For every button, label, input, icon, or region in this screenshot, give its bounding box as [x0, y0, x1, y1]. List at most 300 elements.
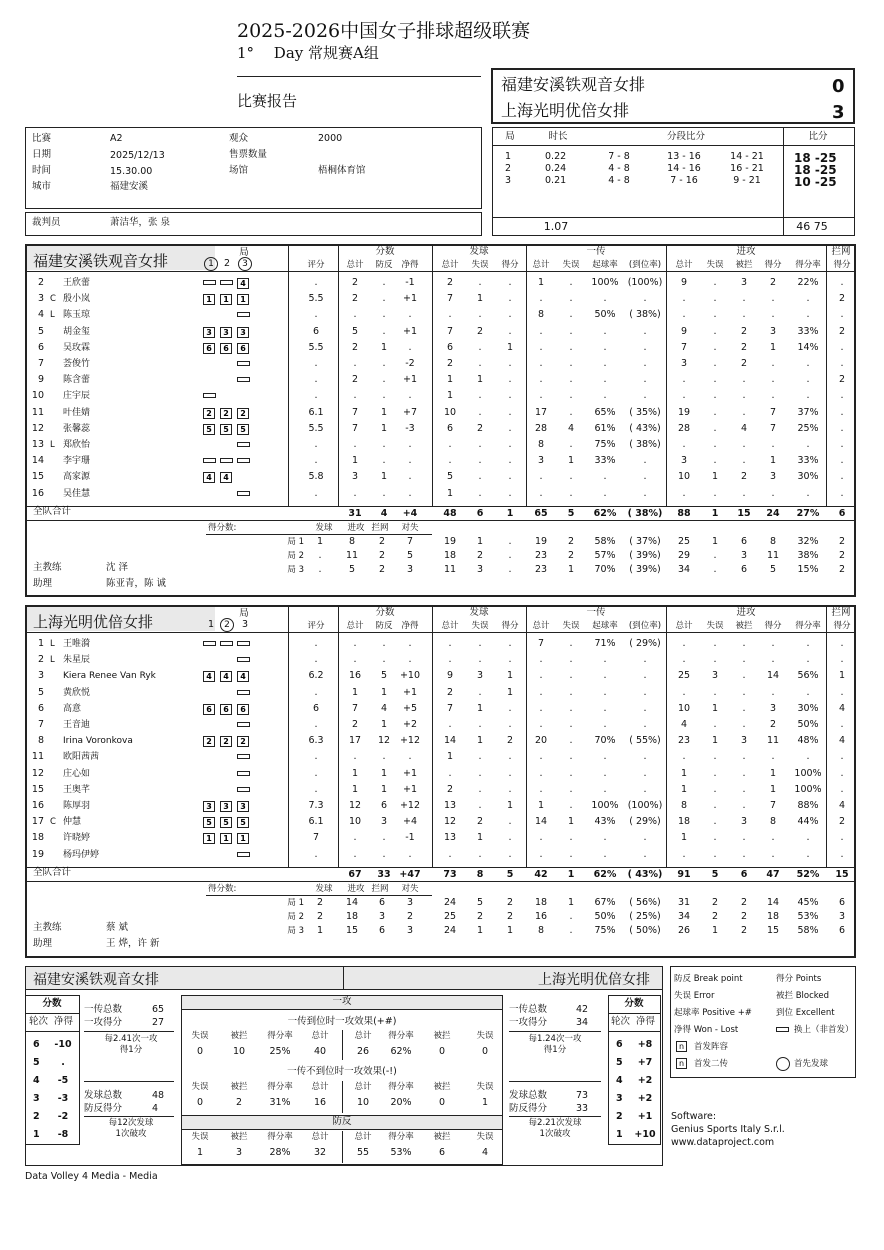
away-stat-cell: 14 — [766, 670, 780, 681]
away-stat-cell: 3 — [711, 670, 719, 681]
home-group-points: 分数 — [375, 246, 395, 257]
set-row-duration: 0.24 — [545, 163, 567, 174]
away-stat-cell: 6.1 — [308, 816, 324, 827]
home-subheader: 总计 — [346, 260, 364, 270]
home-stat-cell: . — [508, 455, 512, 466]
center-col-header: 总计 — [354, 1132, 372, 1142]
away-rot-net: +7 — [637, 1057, 653, 1068]
home-set-cell: 5 — [769, 564, 777, 575]
home-stat-cell: . — [840, 342, 844, 353]
set-row-partial-1: 4 - 8 — [608, 175, 630, 186]
home-net-label: 净得 — [54, 1016, 74, 1027]
home-stat-cell: 28 — [677, 423, 691, 434]
away-subheader: 得分 — [501, 621, 519, 631]
away-stat-cell: . — [539, 719, 543, 730]
set-row-duration: 0.22 — [545, 151, 567, 162]
home-subheader: 失误 — [471, 260, 489, 270]
home-stat-cell: . — [713, 423, 717, 434]
home-stat-cell: . — [713, 374, 717, 385]
away-stat-cell: . — [742, 703, 746, 714]
home-stat-cell: 33% — [797, 326, 819, 337]
center-col-header: 总计 — [354, 1031, 372, 1041]
home-stat-cell: . — [771, 374, 775, 385]
home-rot-net: . — [61, 1057, 65, 1068]
starter-icon: n — [676, 1041, 687, 1052]
home-stat-cell: . — [569, 488, 573, 499]
home-stat-cell: . — [713, 390, 717, 401]
starting-position: 3 — [220, 801, 232, 812]
away-set-cell: 34 — [677, 911, 691, 922]
away-stat-cell: . — [508, 816, 512, 827]
away-stat-cell: . — [840, 654, 844, 665]
home-set-cell: 38% — [797, 550, 819, 561]
away-set-cell: 18 — [766, 911, 780, 922]
away-set-cell: 2 — [406, 911, 414, 922]
away-stat-cell: 14 — [443, 735, 457, 746]
away-stat-cell: . — [806, 832, 810, 843]
home-player-number: 11 — [31, 407, 44, 418]
home-stat-cell: . — [643, 390, 647, 401]
home-player-name: 叶佳婧 — [63, 408, 91, 418]
away-stat-cell: (100%) — [627, 800, 663, 811]
home-stat-cell: . — [840, 423, 844, 434]
away-stat-cell: 20 — [534, 735, 548, 746]
away-stat-cell: +10 — [399, 670, 421, 681]
away-stat-cell: . — [382, 832, 386, 843]
home-subheader: 起球率 — [592, 260, 618, 270]
starting-position: 4 — [203, 671, 215, 682]
away-stat-cell: ( 29%) — [629, 816, 661, 827]
home-stat-cell: 2 — [740, 342, 748, 353]
home-subheader: 失误 — [562, 260, 580, 270]
substitute-mark — [237, 312, 250, 317]
home-rot-label: 轮次 — [29, 1016, 49, 1027]
away-stat-cell: +1 — [402, 687, 418, 698]
home-set-cell: 5 — [348, 564, 356, 575]
home-stat-cell: . — [382, 326, 386, 337]
home-stat-cell: . — [478, 390, 482, 401]
home-stat-cell: . — [353, 358, 357, 369]
home-pts-header: 对失 — [401, 523, 419, 533]
home-stat-cell: . — [478, 277, 482, 288]
center-perfect-cell: 40 — [313, 1046, 327, 1057]
sets-header-partials: 分段比分 — [666, 131, 706, 142]
away-stat-cell: . — [508, 784, 512, 795]
center-col-header: 得分率 — [388, 1082, 414, 1092]
away-stat-cell: . — [742, 654, 746, 665]
starting-position: 2 — [220, 408, 232, 419]
center-transition-cell: 28% — [269, 1147, 291, 1158]
home-player-number: 14 — [31, 455, 44, 466]
referees: 萧洁华，张 泉 — [110, 217, 171, 228]
away-subheader: 总计 — [532, 621, 550, 631]
substitute-mark — [220, 641, 233, 646]
home-stat-cell: 7 — [351, 407, 359, 418]
away-stat-cell: . — [643, 768, 647, 779]
home-set-cell: 32% — [797, 536, 819, 547]
center-perfect-cell: 0 — [481, 1046, 489, 1057]
away-stat-cell: . — [539, 832, 543, 843]
away-stat-cell: 7 — [351, 703, 359, 714]
away-stat-cell: . — [603, 687, 607, 698]
home-total-cell: 88 — [677, 508, 691, 519]
home-player-number: 3 — [37, 293, 44, 304]
home-subheader: 评分 — [307, 260, 325, 270]
first-serve-icon — [776, 1057, 790, 1071]
set-row-duration: 0.21 — [545, 175, 567, 186]
home-stat-cell: . — [806, 374, 810, 385]
away-player-name: 黄欣悦 — [63, 688, 91, 698]
home-set-cell: 2 — [838, 550, 846, 561]
substitute-mark — [237, 852, 250, 857]
home-stat-cell: 33% — [797, 455, 819, 466]
home-player-role: L — [50, 310, 55, 320]
home-set-cell: 2 — [567, 550, 575, 561]
away-stat-cell: . — [713, 719, 717, 730]
center-col-header: 被拦 — [433, 1132, 451, 1142]
home-stat-cell: . — [742, 439, 746, 450]
away-stat-cell: . — [643, 687, 647, 698]
away-stat-cell: 2 — [351, 719, 359, 730]
footer-text: Data Volley 4 Media - Media — [25, 1171, 158, 1182]
away-sv-total-label: 发球总数 — [509, 1090, 548, 1101]
away-stat-cell: 5 — [380, 670, 388, 681]
starting-position: 6 — [220, 704, 232, 715]
substitute-mark — [237, 787, 250, 792]
away-subheader: 得分 — [833, 621, 851, 631]
away-set-label: 局 — [239, 608, 249, 619]
home-stat-cell: 1 — [351, 455, 359, 466]
away-subheader: 防反 — [375, 621, 393, 631]
away-total-cell: 67 — [348, 869, 362, 880]
home-stat-cell: . — [382, 293, 386, 304]
home-player-name: 吴玫霖 — [63, 343, 91, 353]
center-notperfect-cell: 20% — [390, 1097, 412, 1108]
away-rot-net: +8 — [637, 1039, 653, 1050]
away-set-cell: 5 — [476, 897, 484, 908]
home-total-cell: 27% — [796, 508, 820, 519]
legend-points: 得分 Points — [776, 974, 822, 984]
home-player-role: L — [50, 440, 55, 450]
home-stat-cell: . — [314, 374, 318, 385]
home-stat-cell: . — [713, 455, 717, 466]
away-stat-cell: . — [713, 800, 717, 811]
away-stat-cell: . — [569, 849, 573, 860]
home-group-reception: 一传 — [586, 246, 606, 257]
away-player-number: 2 — [37, 654, 44, 665]
away-player-number: 7 — [37, 719, 44, 730]
home-stat-cell: 3 — [769, 471, 777, 482]
away-stat-cell: . — [569, 784, 573, 795]
center-notperfect-cell: 0 — [196, 1097, 204, 1108]
home-stat-cell: . — [408, 455, 412, 466]
home-pts-label: 得分数: — [208, 523, 237, 533]
away-set-cell: 6 — [838, 925, 846, 936]
home-stat-cell: 2 — [446, 277, 454, 288]
home-stat-cell: . — [713, 439, 717, 450]
away-player-name: 王音迪 — [63, 720, 91, 730]
home-set-cell: . — [318, 550, 322, 561]
home-stat-cell: 1 — [567, 455, 575, 466]
home-player-role: C — [50, 294, 56, 304]
away-rot-points-label: 分数 — [624, 998, 644, 1009]
home-stat-cell: . — [840, 455, 844, 466]
away-rot-rot: 5 — [616, 1057, 623, 1068]
away-stat-cell: 12 — [443, 816, 457, 827]
away-set-cell: 1 — [506, 925, 514, 936]
away-stat-cell: 7 — [312, 832, 320, 843]
home-player-number: 15 — [31, 471, 44, 482]
starting-position: 1 — [203, 833, 215, 844]
away-stat-cell: 10 — [677, 703, 691, 714]
home-total-cell: 6 — [476, 508, 484, 519]
home-set-cell: 19 — [443, 536, 457, 547]
home-set-cell: . — [318, 564, 322, 575]
away-stat-cell: 1 — [506, 800, 514, 811]
home-stat-cell: . — [478, 488, 482, 499]
referee-box — [25, 212, 482, 236]
away-stat-cell: 30% — [797, 703, 819, 714]
away-stat-cell: . — [569, 638, 573, 649]
home-stat-cell: 2 — [740, 358, 748, 369]
away-stat-cell: . — [603, 768, 607, 779]
home-stat-cell: 1 — [446, 374, 454, 385]
home-stat-cell: . — [806, 358, 810, 369]
home-set-cell: . — [508, 564, 512, 575]
away-pts-header: 拦网 — [371, 884, 389, 894]
away-stat-cell: . — [353, 654, 357, 665]
home-stat-cell: . — [742, 390, 746, 401]
away-set-cell: 16 — [534, 911, 548, 922]
home-total-cell: 65 — [534, 508, 548, 519]
away-stat-cell: . — [682, 687, 686, 698]
starting-position: 5 — [203, 424, 215, 435]
away-stat-cell: +1 — [402, 784, 418, 795]
home-stat-cell: . — [643, 358, 647, 369]
away-set-cell: 53% — [797, 911, 819, 922]
home-so-note: 每2.41次一攻 得1分 — [104, 1034, 158, 1055]
home-stat-cell: . — [643, 326, 647, 337]
starting-position: 5 — [237, 817, 249, 828]
away-stat-cell: 7 — [769, 800, 777, 811]
away-stat-cell: . — [382, 849, 386, 860]
starting-position: 1 — [220, 833, 232, 844]
home-stat-cell: . — [643, 293, 647, 304]
substitute-mark — [237, 361, 250, 366]
home-rot-rot: 3 — [33, 1093, 40, 1104]
legend-starting-setter: 首发二传 — [694, 1059, 729, 1069]
away-stat-cell: . — [569, 670, 573, 681]
away-stat-cell: 1 — [351, 768, 359, 779]
away-set-cell: 25 — [443, 911, 457, 922]
home-player-number: 5 — [37, 326, 44, 337]
away-stat-cell: . — [603, 849, 607, 860]
center-col-header: 总计 — [311, 1132, 329, 1142]
home-set-cell: 58% — [594, 536, 616, 547]
away-stat-cell: 2 — [476, 816, 484, 827]
away-player-number: 15 — [31, 784, 44, 795]
home-stat-cell: . — [478, 455, 482, 466]
home-stat-cell: ( 38%) — [629, 439, 661, 450]
legend-starter: 首发阵容 — [694, 1042, 729, 1052]
away-rot-net: +10 — [634, 1129, 656, 1140]
center-col-header: 失误 — [191, 1082, 209, 1092]
away-stat-cell: -1 — [405, 832, 415, 843]
home-stat-cell: . — [408, 309, 412, 320]
away-set-cell: 24 — [443, 897, 457, 908]
home-stat-cell: . — [643, 471, 647, 482]
away-stat-cell: . — [713, 849, 717, 860]
center-col-header: 总计 — [354, 1082, 372, 1092]
home-pts-header: 进攻 — [347, 523, 365, 533]
home-player-name: 陈玉琼 — [63, 310, 91, 320]
substitute-mark — [237, 690, 250, 695]
away-set-cell: 2 — [740, 911, 748, 922]
away-set-cell: 2 — [740, 925, 748, 936]
away-total-cell: 42 — [534, 869, 548, 880]
away-set-cell: 15 — [345, 925, 359, 936]
away-stat-cell: 1 — [476, 832, 484, 843]
home-stat-cell: 25% — [797, 423, 819, 434]
away-stat-cell: 17 — [348, 735, 362, 746]
home-stat-cell: 2 — [476, 423, 484, 434]
info-date: 2025/12/13 — [110, 150, 165, 161]
home-stat-cell: . — [806, 390, 810, 401]
away-stat-cell: . — [771, 751, 775, 762]
starting-position: 2 — [203, 408, 215, 419]
home-stat-cell: 3 — [351, 471, 359, 482]
home-total-cell: ( 38%) — [627, 508, 663, 519]
home-set-cell: 8 — [769, 536, 777, 547]
center-col-header: 失误 — [191, 1132, 209, 1142]
center-col-header: 得分率 — [388, 1031, 414, 1041]
home-stat-cell: 1 — [380, 423, 388, 434]
home-table-team: 福建安溪铁观音女排 — [33, 252, 169, 270]
away-player-name: 王奥芊 — [63, 785, 91, 795]
home-coach: 沈 泽 — [106, 562, 129, 573]
home-subheader: (到位率) — [628, 260, 662, 270]
home-stat-cell: . — [840, 358, 844, 369]
away-stat-cell: . — [806, 751, 810, 762]
away-set-cell: 14 — [766, 897, 780, 908]
home-stat-cell: 37% — [797, 407, 819, 418]
away-total-cell: 62% — [593, 869, 617, 880]
starting-position: 3 — [237, 801, 249, 812]
home-total-label: 全队合计 — [33, 506, 72, 517]
away-pts-header: 进攻 — [347, 884, 365, 894]
home-stat-cell: 1 — [380, 471, 388, 482]
home-stat-cell: 28 — [534, 423, 548, 434]
away-stat-cell: 2 — [506, 735, 514, 746]
away-stat-cell: . — [508, 719, 512, 730]
away-player-name: 欧阳茜茜 — [63, 752, 100, 762]
center-col-header: 失误 — [476, 1031, 494, 1041]
home-stat-cell: 2 — [769, 277, 777, 288]
center-perfect-cell: 26 — [356, 1046, 370, 1057]
center-transition-cell: 1 — [196, 1147, 204, 1158]
away-set-cell: . — [569, 911, 573, 922]
away-stat-cell: +1 — [402, 768, 418, 779]
away-player-number: 5 — [37, 687, 44, 698]
sideout-title: 一攻 — [332, 996, 352, 1007]
home-subheader: 净得 — [401, 260, 419, 270]
away-stat-cell: . — [643, 849, 647, 860]
home-sv-total-label: 发球总数 — [84, 1090, 123, 1101]
away-stat-cell: . — [569, 687, 573, 698]
home-stat-cell: . — [539, 390, 543, 401]
home-stat-cell: 2 — [351, 342, 359, 353]
away-pts-label: 得分数: — [208, 884, 237, 894]
away-stat-cell: 1 — [680, 768, 688, 779]
home-stat-cell: . — [539, 326, 543, 337]
home-stat-cell: 1 — [769, 342, 777, 353]
away-stat-cell: . — [508, 849, 512, 860]
home-set-cell: ( 39%) — [629, 550, 661, 561]
away-stat-cell: +12 — [399, 735, 421, 746]
home-stat-cell: ( 43%) — [629, 423, 661, 434]
away-stat-cell: . — [508, 638, 512, 649]
away-stat-cell: 3 — [476, 670, 484, 681]
away-stat-cell: 56% — [797, 670, 819, 681]
home-pts-header: 拦网 — [371, 523, 389, 533]
home-stat-cell: 1 — [380, 407, 388, 418]
home-stat-cell: 2 — [838, 374, 846, 385]
home-assistant-label: 助理 — [33, 578, 53, 589]
home-stat-cell: . — [314, 439, 318, 450]
home-stat-cell: . — [539, 342, 543, 353]
home-set-cell: 2 — [476, 550, 484, 561]
home-rot-net: -8 — [57, 1129, 69, 1140]
home-stat-cell: -1 — [405, 277, 415, 288]
away-set-cell: ( 25%) — [629, 911, 661, 922]
home-set-cell: 1 — [476, 536, 484, 547]
away-stat-cell: . — [742, 849, 746, 860]
away-stat-cell: . — [539, 784, 543, 795]
home-stat-cell: . — [603, 390, 607, 401]
home-stat-cell: . — [314, 277, 318, 288]
home-sv-pts: 4 — [152, 1103, 159, 1114]
away-set-cell: ( 50%) — [629, 925, 661, 936]
home-stat-cell: . — [713, 293, 717, 304]
away-stat-cell: 2 — [769, 719, 777, 730]
away-group-points: 分数 — [375, 607, 395, 618]
substitute-mark — [237, 771, 250, 776]
away-rot-net: +1 — [637, 1111, 653, 1122]
away-set-cell: . — [569, 925, 573, 936]
home-stat-cell: 17 — [534, 407, 548, 418]
home-stat-cell: ( 38%) — [629, 309, 661, 320]
home-stat-cell: . — [408, 471, 412, 482]
away-player-name: 王唯漪 — [63, 639, 91, 649]
home-stat-cell: 8 — [537, 309, 545, 320]
home-stat-cell: ( 35%) — [629, 407, 661, 418]
home-set-cell: 2 — [838, 536, 846, 547]
away-stat-cell: 6 — [312, 703, 320, 714]
home-rot-rot: 2 — [33, 1111, 40, 1122]
away-stat-cell: 4 — [838, 703, 846, 714]
home-rot-net: -5 — [57, 1075, 69, 1086]
home-stat-cell: . — [508, 309, 512, 320]
away-player-role: L — [50, 639, 55, 649]
away-rot-rot: 3 — [616, 1093, 623, 1104]
home-stat-cell: 1 — [537, 277, 545, 288]
home-stat-cell: . — [508, 293, 512, 304]
home-stat-cell: . — [314, 455, 318, 466]
away-stat-cell: 1 — [769, 768, 777, 779]
away-stat-cell: . — [569, 800, 573, 811]
away-set-cell: 75% — [594, 925, 616, 936]
away-stat-cell: . — [713, 751, 717, 762]
